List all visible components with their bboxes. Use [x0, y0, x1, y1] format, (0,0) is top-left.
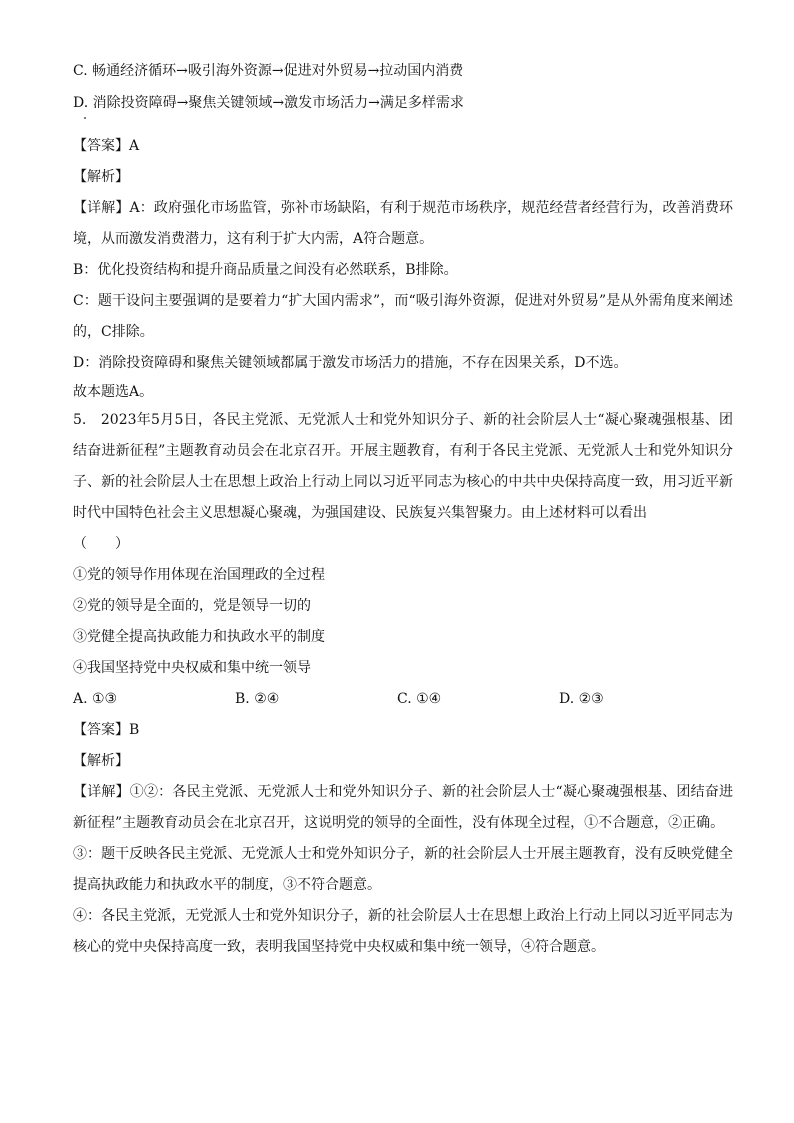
- q5-choices: [73, 684, 733, 715]
- q5-answer: 【答案】B: [73, 721, 140, 738]
- q5-detail-3: ③：题干反映各民主党派、无党派人士和党外知识分子，新的社会阶层人士开展主题教育，没有反映党健全提高执政能力和执政水平的制度，③不符合题意。: [73, 845, 733, 893]
- q5-paren: （ ）: [73, 535, 129, 552]
- q5-item-2: ②党的领导是全面的，党是领导一切的: [73, 597, 311, 614]
- q4-analysis-tag: 【解析】: [73, 168, 129, 185]
- option-c: C. 畅通经济循环→吸引海外资源→促进对外贸易→拉动国内消费: [73, 63, 464, 79]
- q5-analysis-tag: 【解析】: [73, 752, 129, 769]
- q5-item-4: ④我国坚持党中央权威和集中统一领导: [73, 659, 311, 676]
- q5-item-3: ③党健全提高执政能力和执政水平的制度: [73, 628, 325, 645]
- q5-item-1: ①党的领导作用体现在治国理政的全过程: [73, 566, 325, 583]
- q4-answer: 【答案】A: [73, 137, 140, 154]
- q4-option-d-explanation: D：消除投资障碍和聚焦关键领域都属于激发市场活力的措施，不存在因果关系，D不选。: [73, 354, 628, 371]
- q5-detail-12: 【详解】①②：各民主党派、无党派人士和党外知识分子、新的社会阶层人士“凝心聚魂强根基、团结奋进新征程”主题教育动员会在北京召开，这说明党的领导的全面性，没有体现全过程，①不合题意，②正确。: [73, 783, 733, 831]
- q4-option-b-explanation: B：优化投资结构和提升商品质量之间没有必然联系，B排除。: [73, 261, 458, 278]
- option-d: D. 消除投资障碍→聚焦关键领域→激发市场活力→满足多样需求: [73, 94, 464, 111]
- q5-choice-d: D. ②③: [559, 690, 604, 707]
- q4-detail: 【详解】A：政府强化市场监管，弥补市场缺陷，有利于规范市场秩序，规范经营者经营行为，改善消费环境，从而激发消费潜力，这有利于扩大内需，A符合题意。: [73, 199, 733, 247]
- q5-detail-4: ④：各民主党派，无党派人士和党外知识分子，新的社会阶层人士在思想上政治上行动上同以习近平同志为核心的党中央保持高度一致，表明我国坚持党中央权威和集中统一领导，④符合题意。: [73, 907, 733, 955]
- q5-choice-a: A. ①③: [73, 690, 118, 707]
- q4-conclusion: 故本题选A。: [73, 383, 154, 400]
- q5-stem: 5. 2023年5月5日，各民主党派、无党派人士和党外知识分子、新的社会阶层人士“凝心聚魂强根基、团结奋进新征程”主题教育动员会在北京召开。开展主题教育，有利于各民主党派、无党派人士和党外知识分子、新的社会阶层人士在思想上政治上行动上同以习近平同志为核心的中共中央保持高度一致，用习近平新时代中国特色社会主义思想凝心聚魂，为强国建设、民族复兴集智聚力。由上述材料可以看出: [73, 411, 733, 521]
- q4-option-c-explanation: C：题干设问主要强调的是要着力“扩大国内需求”，而“吸引海外资源，促进对外贸易”是从外需角度来阐述的，C排除。: [73, 292, 733, 340]
- q5-choice-b: B. ②④: [235, 690, 280, 707]
- q5-choice-c: C. ①④: [397, 690, 442, 707]
- stray-dot: [84, 117, 86, 119]
- document-page: [73, 60, 733, 963]
